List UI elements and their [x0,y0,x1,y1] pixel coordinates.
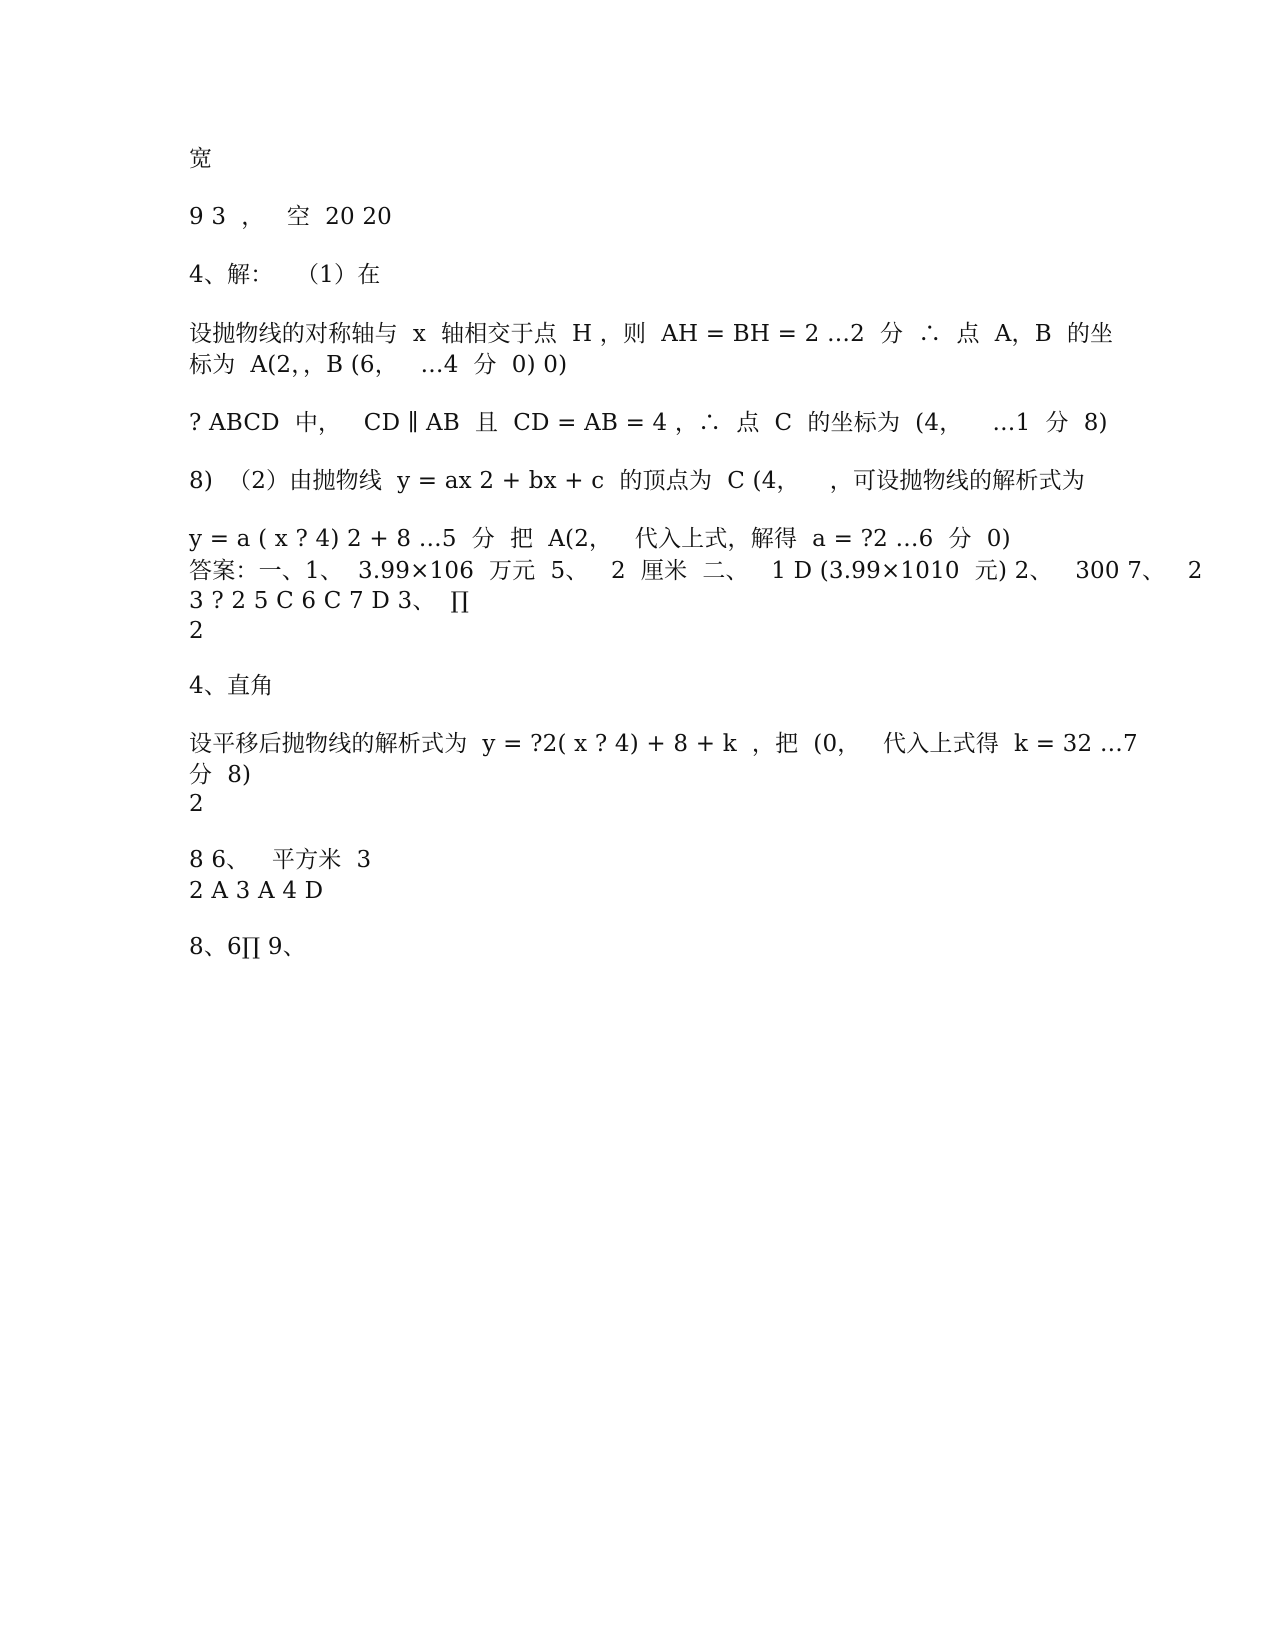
text-line-4: 设抛物线的对称轴与 x 轴相交于点 H ，则 AH = BH = 2 …2 分 ∴ 点 A，B 的坐 [189,321,1114,347]
text-line-6: ? ABCD 中， CD ∥ AB 且 CD = AB = 4 ，∴ 点 C 的坐标为 (4， …1 分 8) [189,410,1108,436]
text-line-7: 8) （2）由抛物线 y = ax 2 + bx + c 的顶点为 C (4， ，可设抛物线的解析式为 [189,468,1085,494]
text-line-17: 2 A 3 A 4 D [189,878,324,904]
text-line-16: 8 6、 平方米 3 [189,847,372,873]
text-line-15: 2 [189,791,204,817]
text-line-8: y = a ( x ? 4) 2 + 8 …5 分 把 A(2， 代入上式，解得 a = ?2 …6 分 0) [189,526,1011,552]
text-line-10: 3 ? 2 5 C 6 C 7 D 3、 ∏ [189,588,470,614]
text-line-18: 8、6∏ 9、 [189,934,306,960]
text-line-9: 答案：一、1、 3.99×106 万元 5、 2 厘米 二、 1 D (3.99×1010 元) 2、 300 7、 2 [189,558,1203,584]
text-line-14: 分 8) [189,762,252,788]
text-line-1: 宽 [189,146,213,172]
text-line-11: 2 [189,618,204,644]
text-line-13: 设平移后抛物线的解析式为 y = ?2( x ? 4) + 8 + k ，把 (0， 代入上式得 k = 32 …7 [189,731,1138,757]
text-line-12: 4、直角 [189,673,274,699]
text-line-3: 4、解： （1）在 [189,262,381,288]
text-line-2: 9 3 ， 空 20 20 [189,204,392,230]
text-line-5: 标为 A(2，，B (6， …4 分 0) 0) [189,352,568,378]
